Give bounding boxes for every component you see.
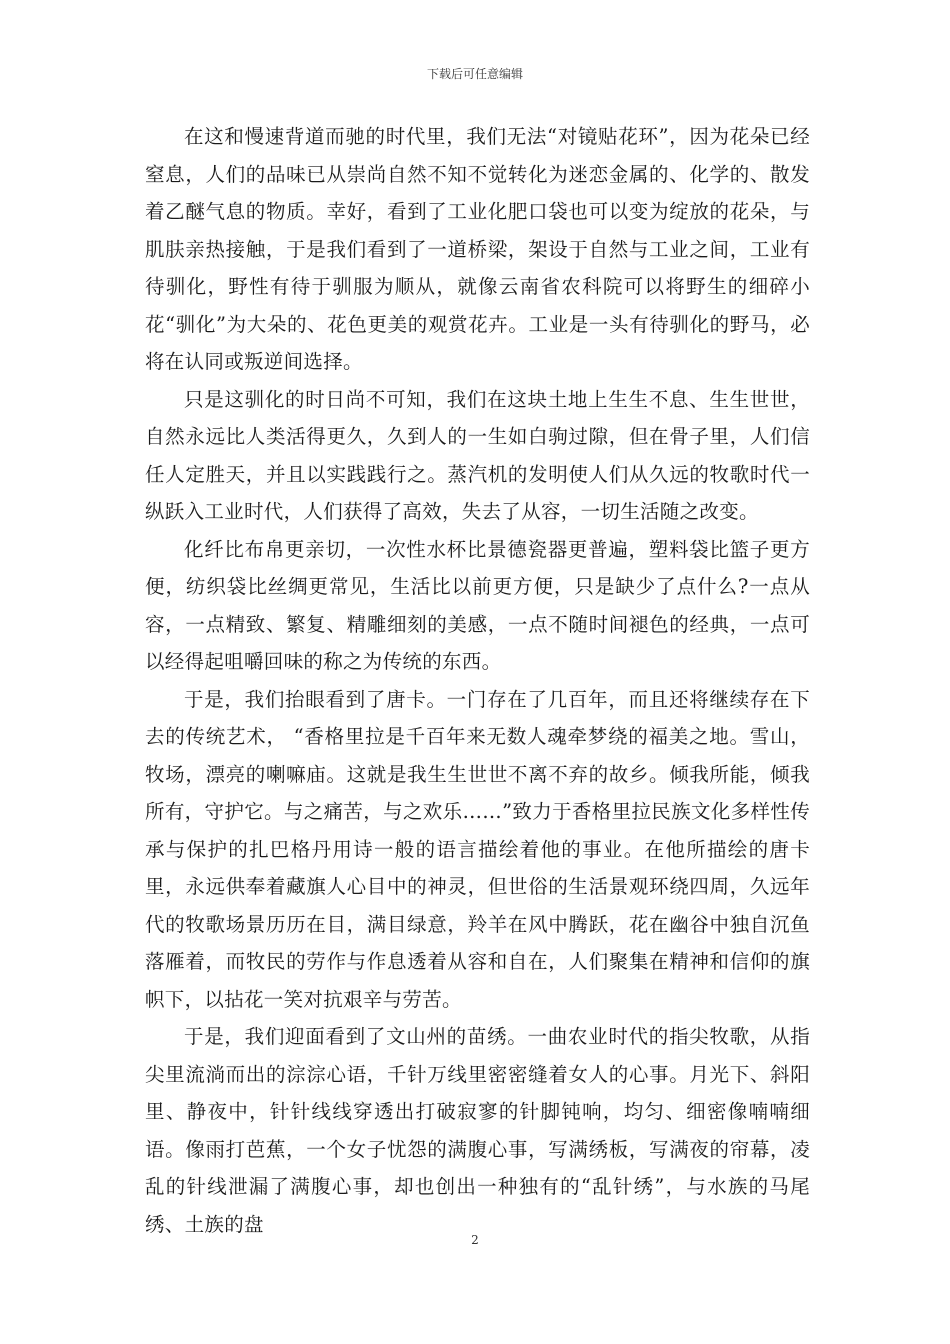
paragraph: 于是，我们抬眼看到了唐卡。一门存在了几百年，而且还将继续存在下去的传统艺术， “香格里拉是千百年来无数人魂牵梦绕的福美之地。雪山，牧场，漂亮的喇嘛庙。这就是我生生世世不离不弃的故乡。倾我所能，倾我所有，守护它。与之痛苦，与之欢乐……”致力于香格里拉民族文化多样性传承与保护的扎巴格丹用诗一般的语言描绘着他的事业。在他所描绘的唐卡里，永远供奉着藏旗人心目中的神灵，但世俗的生活景观环绕四周，久远年代的牧歌场景历历在目，满目绿意，羚羊在风中腾跃，花在幽谷中独自沉鱼落雁着，而牧民的劳作与作息透着从容和自在，人们聚集在精神和信仰的旗帜下，以拈花一笑对抗艰辛与劳苦。	[145, 687, 810, 1011]
paragraph: 只是这驯化的时日尚不可知，我们在这块土地上生生不息、生生世世，自然永远比人类活得更久，久到人的一生如白驹过隙，但在骨子里，人们信任人定胜天，并且以实践践行之。蒸汽机的发明使人们从久远的牧歌时代一纵跃入工业时代，人们获得了高效，失去了从容，一切生活随之改变。	[145, 387, 810, 523]
paragraph: 在这和慢速背道而驰的时代里，我们无法“对镜贴花环”，因为花朵已经窒息，人们的品味已从崇尚自然不知不觉转化为迷恋金属的、化学的、散发着乙醚气息的物质。幸好，看到了工业化肥口袋也可以变为绽放的花朵，与肌肤亲热接触，于是我们看到了一道桥梁，架设于自然与工业之间，工业有待驯化，野性有待于驯服为顺从，就像云南省农科院可以将野生的细碎小花“驯化”为大朵的、花色更美的观赏花卉。工业是一头有待驯化的野马，必将在认同或叛逆间选择。	[145, 125, 810, 373]
page-header: 下载后可任意编辑	[426, 67, 523, 81]
paragraph: 于是，我们迎面看到了文山州的苗绣。一曲农业时代的指尖牧歌，从指尖里流淌而出的淙淙心语，千针万线里密密缝着女人的心事。月光下、斜阳里、静夜中，针针线线穿透出打破寂寥的针脚钝响，均匀、细密像喃喃细语。像雨打芭蕉，一个女子忧怨的满腹心事，写满绣板，写满夜的帘幕，凌乱的针线泄漏了满腹心事，却也创出一种独有的“乱针绣”，与水族的马尾绣、土族的盘	[145, 1025, 810, 1236]
document-body	[145, 118, 810, 1243]
paragraph: 化纤比布帛更亲切，一次性水杯比景德瓷器更普遍，塑料袋比篮子更方便，纺织袋比丝绸更常见，生活比以前更方便，只是缺少了点什么?一点从容，一点精致、繁复、精雕细刻的美感，一点不随时间褪色的经典，一点可以经得起咀嚼回味的称之为传统的东西。	[145, 537, 810, 673]
page-number: 2	[471, 1233, 479, 1247]
